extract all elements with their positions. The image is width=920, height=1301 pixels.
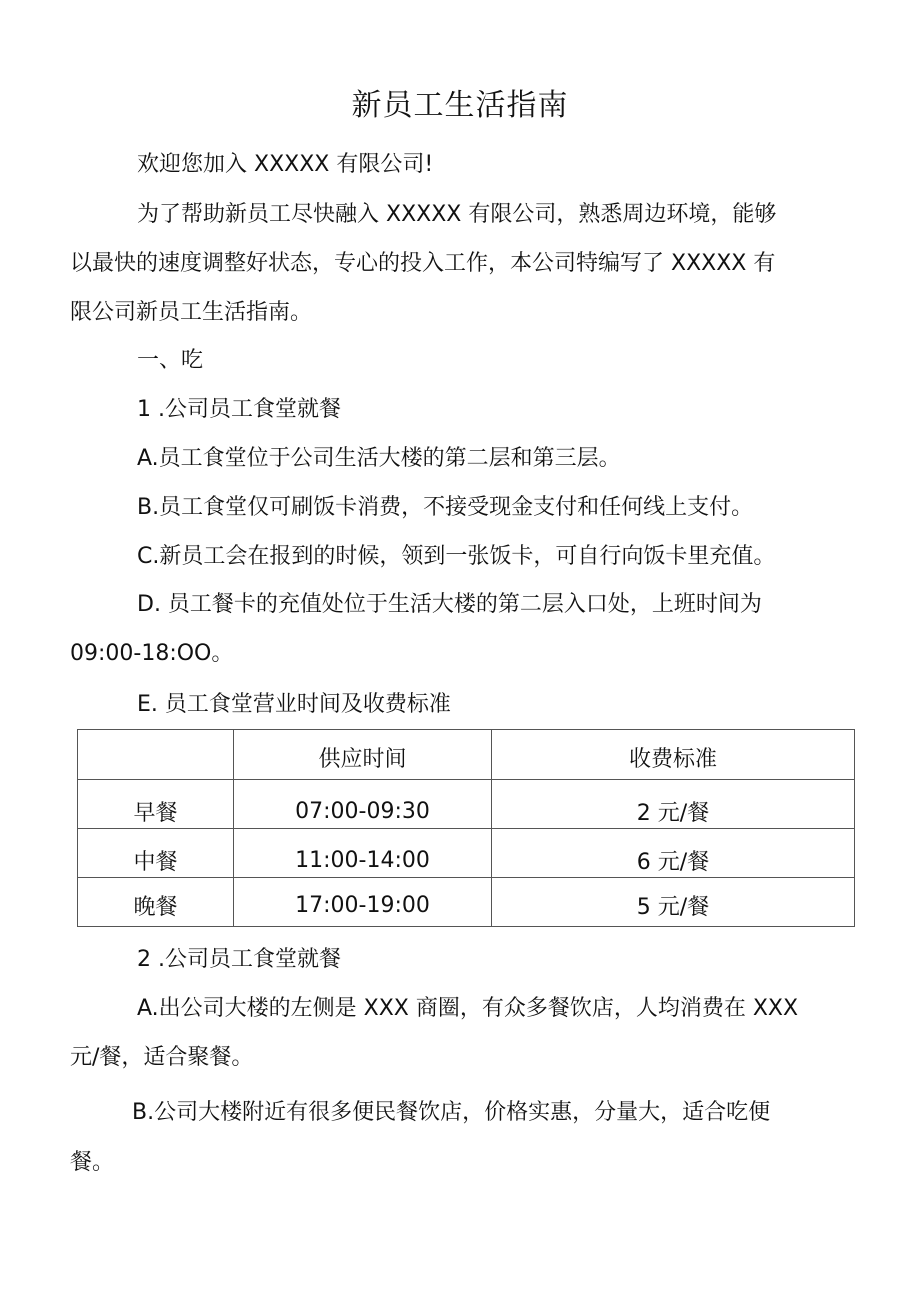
table-header-cell (78, 730, 234, 780)
subsection-title-2: 2 .公司员工食堂就餐 (137, 947, 341, 972)
item-b-nearby-eateries-line-1: B.公司大楼附近有很多便民餐饮店，价格实惠，分量大，适合吃便 (132, 1100, 771, 1125)
item-c-meal-card: C.新员工会在报到的时候，领到一张饭卡，可自行向饭卡里充值。 (137, 544, 776, 569)
table-cell-price: 2 元/餐 (492, 780, 855, 829)
item-d-recharge-line-2: 09:00-18:OO。 (70, 641, 234, 666)
table-cell-price: 6 元/餐 (492, 829, 855, 878)
item-a-business-district-line-1: A.出公司大楼的左侧是 XXX 商圈，有众多餐饮店，人均消费在 XXX (137, 996, 799, 1021)
table-cell-meal: 早餐 (78, 780, 234, 829)
item-a-canteen-location: A.员工食堂位于公司生活大楼的第二层和第三层。 (137, 446, 621, 471)
subsection-title-1: 1 .公司员工食堂就餐 (137, 397, 341, 422)
table-cell-meal: 晚餐 (78, 878, 234, 927)
table-row (78, 878, 855, 927)
table-header-cell (234, 730, 492, 780)
table-header-cell (492, 730, 855, 780)
table-cell-time: 17:00-19:00 (234, 878, 492, 927)
header-price-standard: 收费标准 (628, 747, 717, 772)
intro-line-2: 以最快的速度调整好状态，专心的投入工作，本公司特编写了 XXXXX 有 (70, 251, 776, 276)
item-e-hours-heading: E. 员工食堂营业时间及收费标准 (137, 692, 451, 717)
table-cell-meal: 中餐 (78, 829, 234, 878)
intro-line-3: 限公司新员工生活指南。 (70, 300, 313, 325)
table-row (78, 780, 855, 829)
item-b-nearby-eateries-line-2: 餐。 (70, 1150, 115, 1175)
intro-line-1: 为了帮助新员工尽快融入 XXXXX 有限公司，熟悉周边环境，能够 (137, 202, 777, 227)
table-cell-time: 11:00-14:00 (234, 829, 492, 878)
welcome-line: 欢迎您加入 XXXXX 有限公司! (137, 152, 434, 177)
document-title: 新员工生活指南 (351, 88, 569, 123)
table-cell-price: 5 元/餐 (492, 878, 855, 927)
table-row (78, 829, 855, 878)
header-supply-time: 供应时间 (318, 747, 407, 772)
item-b-payment: B.员工食堂仅可刷饭卡消费，不接受现金支付和任何线上支付。 (137, 495, 754, 520)
table-cell-time: 07:00-09:30 (234, 780, 492, 829)
item-d-recharge-line-1: D. 员工餐卡的充值处位于生活大楼的第二层入口处，上班时间为 (137, 592, 762, 617)
meal-hours-table (77, 729, 855, 927)
item-a-business-district-line-2: 元/餐，适合聚餐。 (70, 1045, 254, 1070)
section-heading-eat: 一、吃 (137, 348, 204, 373)
table-header-row (78, 730, 855, 780)
